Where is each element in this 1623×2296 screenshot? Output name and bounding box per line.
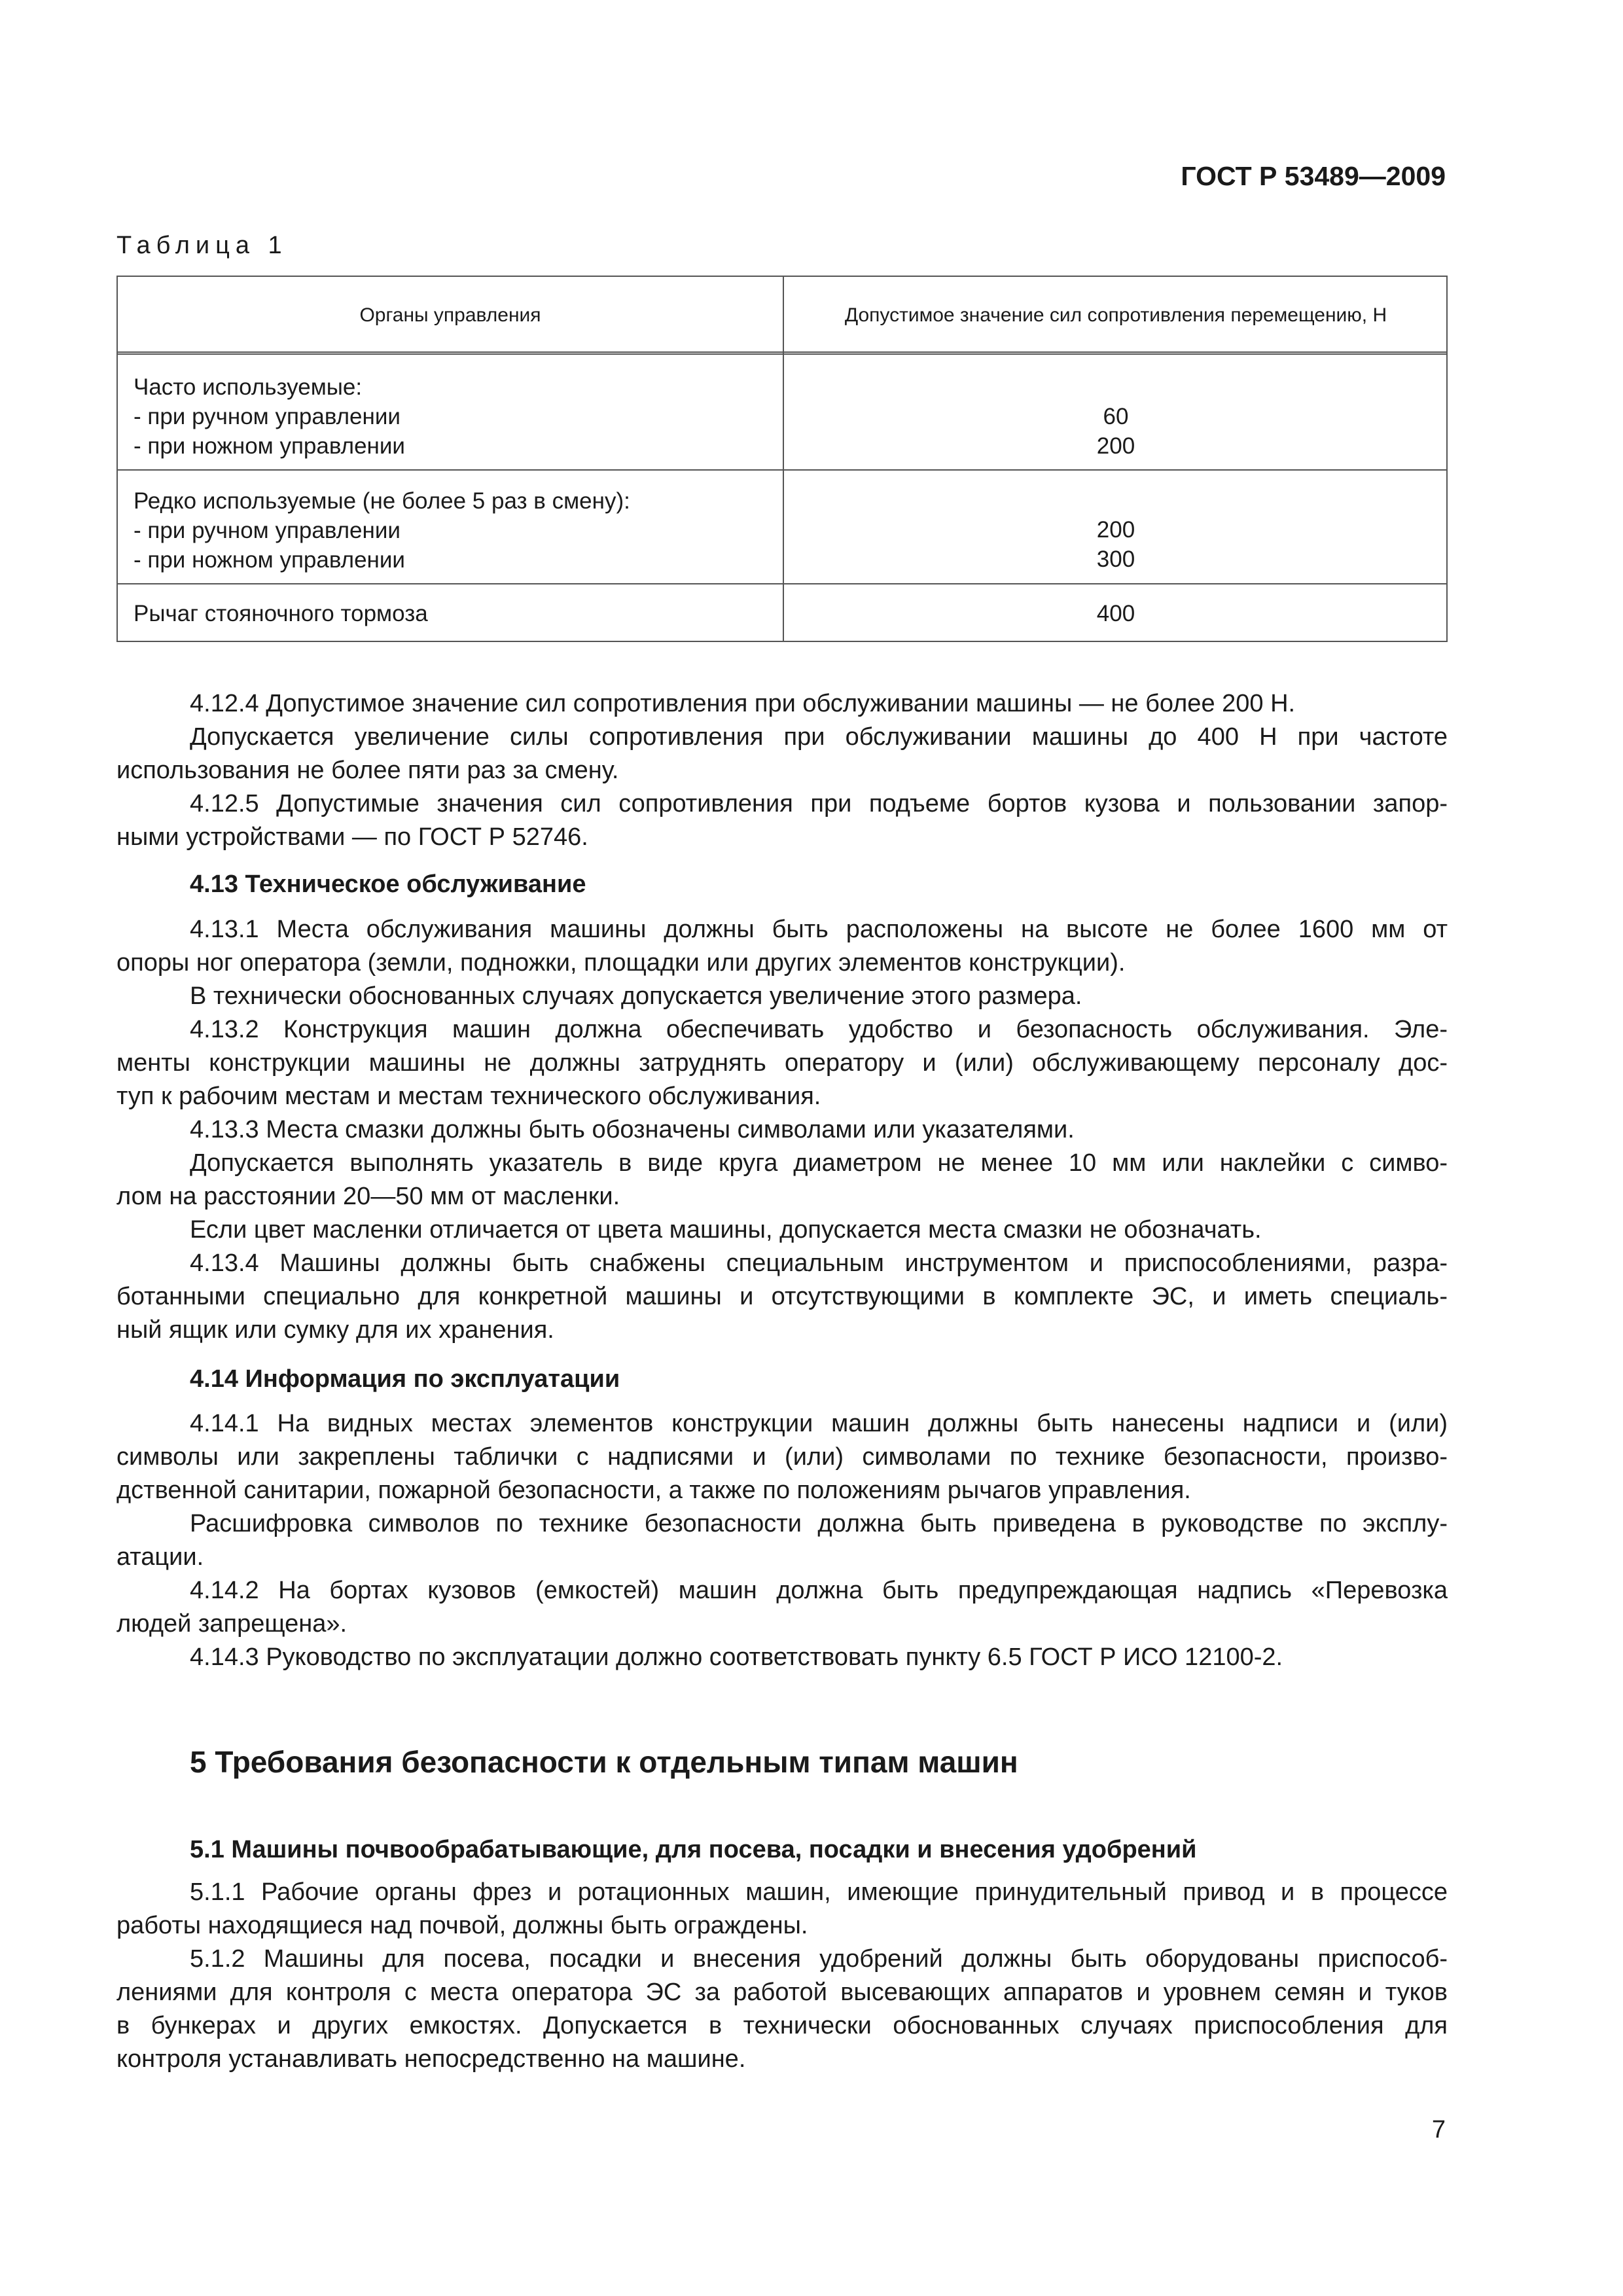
text-line: 4.13.2 Конструкция машин должна обеспечивать удобство и безопасность обслуживания. Эле- xyxy=(190,1016,1448,1043)
table-cell: - при ручном управлении xyxy=(134,404,401,429)
text-line: 4.12.5 Допустимые значения сил сопротивления при подъеме бортов кузова и пользовании запор- xyxy=(190,790,1448,817)
text-line: контроля устанавливать непосредственно на машине. xyxy=(116,2045,746,2073)
table-cell: - при ножном управлении xyxy=(134,433,405,459)
section-heading-4-13: 4.13 Техническое обслуживание xyxy=(190,870,586,898)
paragraph-4-13-1-b xyxy=(116,980,1448,1013)
table-header-force: Допустимое значение сил сопротивления перемещению, Н xyxy=(844,304,1387,326)
paragraph-4-12-4-b xyxy=(116,721,1448,787)
text-line: Если цвет масленки отличается от цвета машины, допускается места смазки не обозначать. xyxy=(190,1216,1262,1244)
table-cell: Часто используемые: xyxy=(134,374,363,400)
text-line: 5.1.2 Машины для посева, посадки и внесения удобрений должны быть оборудованы приспособ- xyxy=(190,1945,1448,1973)
table-row-values xyxy=(783,402,1449,461)
paragraph-5-1-2 xyxy=(116,1943,1448,2076)
table-cell: Редко используемые (не более 5 раз в смену): xyxy=(134,488,630,514)
text-line: 4.14.2 На бортах кузовов (емкостей) машин должна быть предупреждающая надпись «Перевозка xyxy=(190,1577,1448,1604)
paragraph-4-13-1 xyxy=(116,913,1448,980)
paragraph-4-13-3-b xyxy=(116,1147,1448,1213)
paragraph-4-14-2 xyxy=(116,1574,1448,1641)
text-line: 4.13.3 Места смазки должны быть обозначены символами или указателями. xyxy=(190,1116,1075,1143)
text-line: Допускается увеличение силы сопротивления при обслуживании машины до 400 Н при частоте xyxy=(190,723,1448,751)
text-line: лениями для контроля с места оператора ЭС за работой высевающих аппаратов и уровнем семян и туков xyxy=(116,1979,1448,2006)
text-line: 4.13.4 Машины должны быть снабжены специальным инструментом и приспособлениями, разра- xyxy=(190,1249,1448,1277)
text-line: в бункерах и других емкостях. Допускается в технически обоснованных случаях приспособления для xyxy=(116,2012,1448,2039)
paragraph-4-14-1 xyxy=(116,1407,1448,1507)
page-number: 7 xyxy=(1431,2116,1446,2144)
text-line: менты конструкции машины не должны затруднять оператору и (или) обслуживающему персоналу дос- xyxy=(116,1049,1448,1077)
table-header-controls: Органы управления xyxy=(359,304,541,326)
document-code: ГОСТ Р 53489—2009 xyxy=(1181,161,1446,191)
paragraph-4-13-3 xyxy=(116,1113,1448,1147)
text-line: 4.12.4 Допустимое значение сил сопротивления при обслуживании машины — не более 200 Н. xyxy=(190,690,1296,717)
paragraph-4-13-3-c xyxy=(116,1213,1448,1247)
section-heading-4-14: 4.14 Информация по эксплуатации xyxy=(190,1365,620,1393)
table-cell: 200 xyxy=(1096,517,1135,543)
text-line: туп к рабочим местам и местам технического обслуживания. xyxy=(116,1083,821,1110)
table-row-values xyxy=(783,515,1449,574)
text-line: лом на расстоянии 20—50 мм от масленки. xyxy=(116,1183,620,1210)
table-row-divider xyxy=(118,469,1446,471)
table-row-values xyxy=(783,599,1449,628)
table-cell: 200 xyxy=(1096,433,1135,459)
text-line: ными устройствами — по ГОСТ Р 52746. xyxy=(116,823,588,851)
paragraph-4-13-2 xyxy=(116,1013,1448,1113)
table-row xyxy=(134,599,428,628)
text-line: 4.14.1 На видных местах элементов конструкции машин должны быть нанесены надписи и (или) xyxy=(190,1410,1448,1437)
table-row-divider xyxy=(118,583,1446,584)
text-line: ный ящик или сумку для их хранения. xyxy=(116,1316,554,1344)
paragraph-5-1-1 xyxy=(116,1876,1448,1943)
text-line: 4.14.3 Руководство по эксплуатации должно соответствовать пункту 6.5 ГОСТ Р ИСО 12100-2. xyxy=(190,1643,1283,1671)
text-line: ботанными специально для конкретной машины и отсутствующими в комплекте ЭС, и иметь специаль- xyxy=(116,1283,1448,1310)
table-cell: 300 xyxy=(1096,547,1135,572)
text-line: Расшифровка символов по технике безопасности должна быть приведена в руководстве по эксплу- xyxy=(190,1510,1448,1537)
text-line: Допускается выполнять указатель в виде круга диаметром не менее 10 мм или наклейки с симво- xyxy=(190,1149,1448,1177)
table-row xyxy=(134,372,405,461)
text-line: символы или закреплены таблички с надписями и (или) символами по технике безопасности, произво- xyxy=(116,1443,1448,1471)
text-line: атации. xyxy=(116,1543,204,1571)
text-line: людей запрещена». xyxy=(116,1610,348,1638)
paragraph-4-12-4 xyxy=(116,687,1448,721)
text-line: дственной санитарии, пожарной безопасности, а также по положениям рычагов управления. xyxy=(116,1477,1191,1504)
table-caption: Таблица 1 xyxy=(116,232,288,259)
table-cell: 60 xyxy=(1103,404,1129,429)
paragraph-4-14-1-b xyxy=(116,1507,1448,1574)
text-line: В технически обоснованных случаях допускается увеличение этого размера. xyxy=(190,982,1082,1010)
paragraph-4-12-5 xyxy=(116,787,1448,854)
table-cell: Рычаг стояночного тормоза xyxy=(134,601,428,626)
text-line: работы находящиеся над почвой, должны быть ограждены. xyxy=(116,1912,808,1939)
text-line: 5.1.1 Рабочие органы фрез и ротационных машин, имеющие принудительный привод и в процессе xyxy=(190,1878,1448,1906)
table-cell: - при ручном управлении xyxy=(134,518,401,543)
paragraph-4-14-3 xyxy=(116,1641,1448,1674)
table-cell: 400 xyxy=(1096,601,1135,626)
requirements-table xyxy=(116,276,1448,642)
text-line: 4.13.1 Места обслуживания машины должны быть расположены на высоте не более 1600 мм от xyxy=(190,916,1448,943)
text-line: опоры ног оператора (земли, подножки, площадки или других элементов конструкции). xyxy=(116,949,1126,977)
table-header-divider xyxy=(118,351,1446,355)
section-heading-5-1: 5.1 Машины почвообрабатывающие, для посева, посадки и внесения удобрений xyxy=(190,1836,1197,1863)
section-heading-5: 5 Требования безопасности к отдельным типам машин xyxy=(190,1745,1018,1779)
table-cell: - при ножном управлении xyxy=(134,547,405,573)
paragraph-4-13-4 xyxy=(116,1247,1448,1347)
text-line: использования не более пяти раз за смену. xyxy=(116,757,619,784)
table-row xyxy=(134,486,630,575)
